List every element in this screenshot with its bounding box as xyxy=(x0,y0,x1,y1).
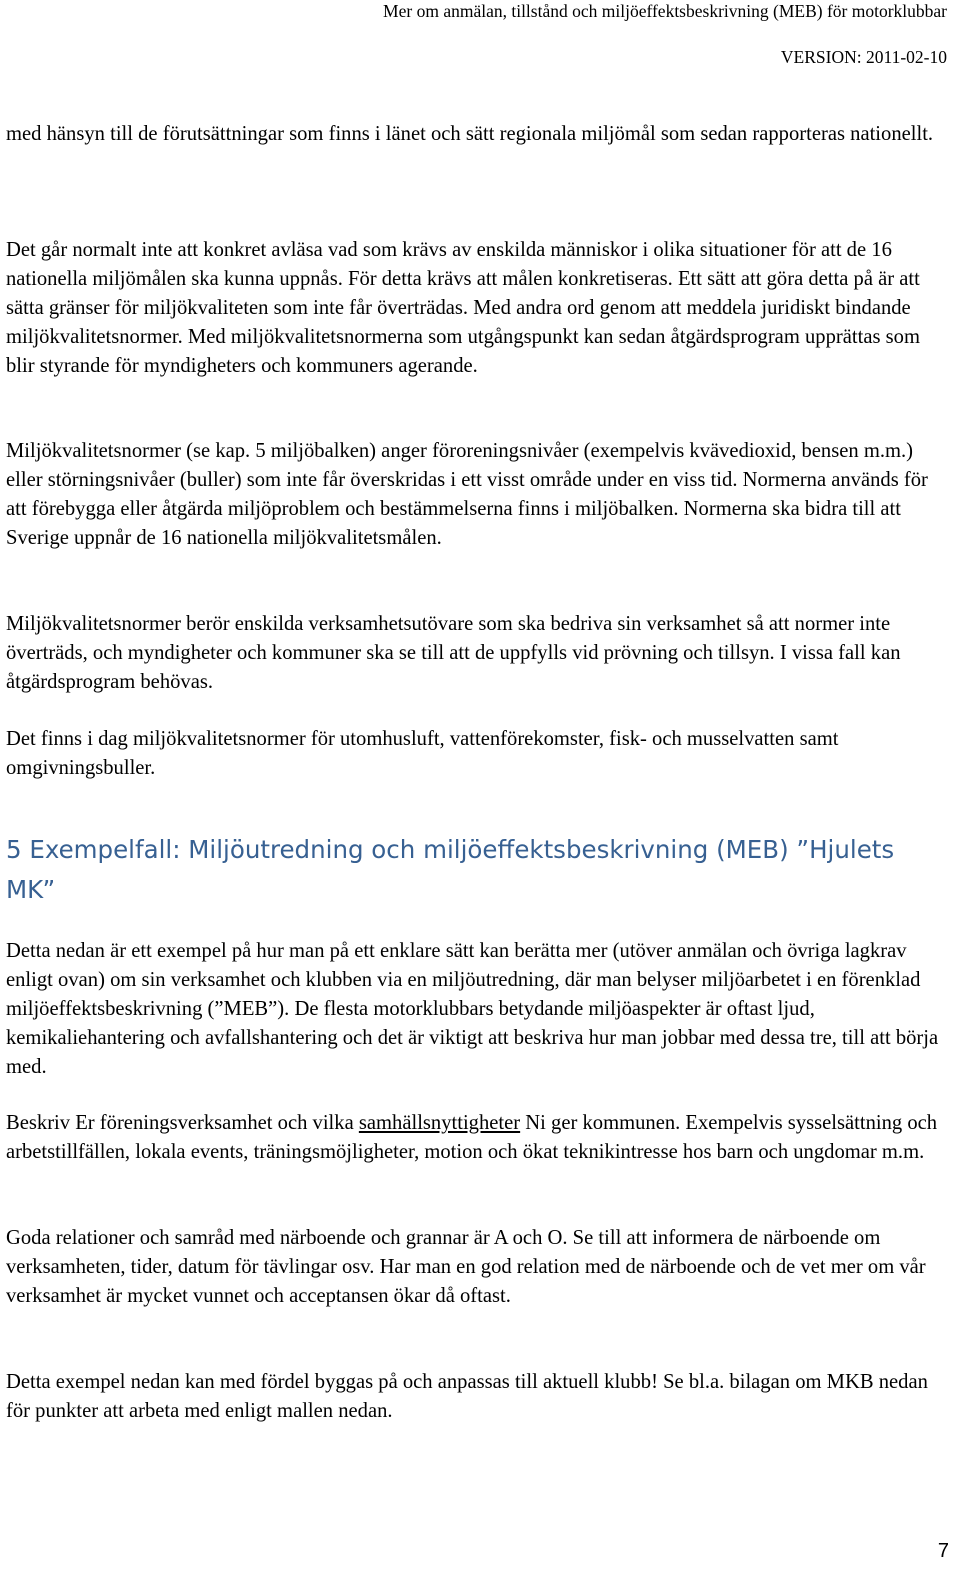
paragraph-regional-goals: med hänsyn till de förutsättningar som finns i länet och sätt regionala miljömål som sedan rapporteras nationellt. xyxy=(6,123,934,145)
paragraph-template-note: Detta exempel nedan kan med fördel byggas på och anpassas till aktuell klubb! Se bl.a. bilagan om MKB nedan för punkter att arbeta med enligt mallen nedan. xyxy=(6,1371,928,1422)
paragraph-national-goals: Det går normalt inte att konkret avläsa vad som krävs av enskilda människor i olika situationer för att de 16 nationella miljömålen ska kunna uppnås. För detta krävs att målen konkretiseras. Ett sätt att göra detta på är att sätta gränser för miljökvaliteten som inte får överträdas. Med andra ord genom att meddela juridiskt bindande miljökvalitetsnormer. Med miljökvalitetsnormerna som utgångspunkt kan sedan åtgärdsprogram upprättas som blir styrande för myndigheters och kommuners agerande. xyxy=(6,239,920,377)
link-samhallsnyttigheter[interactable]: samhällsnyttigheter xyxy=(358,1112,521,1134)
paragraph-neighbour-relations: Goda relationer och samråd med närboende och grannar är A och O. Se till att informera de närboende om verksamheten, tider, datum för tävlingar osv. Har man en god relation med de närboende och de vet mer om vår verksamhet är mycket vunnet och acceptansen ökar då oftast. xyxy=(6,1227,926,1307)
paragraph-example-intro: Detta nedan är ett exempel på hur man på ett enklare sätt kan berätta mer (utöver anmälan och övriga lagkrav enligt ovan) om sin verksamhet och klubben via en miljöutredning, där man belyser miljöarbetet i en förenklad miljöeffektsbeskrivning (”MEB”). De flesta motorklubbars betydande miljöaspekter är oftast ljud, kemikaliehantering och avfallshantering och det är viktigt att beskriva hur man jobbar med dessa tre, till att börja med. xyxy=(6,940,939,1078)
text-segment: Ni ger kommunen. Exempelvis sysselsättning och arbetstillfällen, lokala events, träningsmöjligheter, motion och ökat teknikintresse hos barn och ungdomar m.m. xyxy=(6,1112,938,1163)
paragraph-quality-norms: Miljökvalitetsnormer (se kap. 5 miljöbalken) anger föroreningsnivåer (exempelvis kvävedioxid, bensen m.m.) eller störningsnivåer (buller) som inte får överskridas i ett visst område under en viss tid. Normerna används för att förebygga eller åtgärda miljöproblem och bestämmelserna finns i miljöbalken. Normerna ska bidra till att Sverige uppnår de 16 nationella miljökvalitetsmålen. xyxy=(6,440,928,549)
running-header-title: Mer om anmälan, tillstånd och miljöeffektsbeskrivning (MEB) för motorklubbar xyxy=(383,1,947,21)
paragraph-norms-responsibility: Miljökvalitetsnormer berör enskilda verksamhetsutövare som ska bedriva sin verksamhet så att normer inte överträds, och myndigheter och kommuner ska se till att de uppfylls vid prövning och tillsyn. I vissa fall kan åtgärdsprogram behövas. xyxy=(6,613,901,693)
page-number: 7 xyxy=(937,1540,949,1562)
paragraph-existing-norms: Det finns i dag miljökvalitetsnormer för utomhusluft, vattenförekomster, fisk- och musselvatten samt omgivningsbuller. xyxy=(6,728,839,779)
version-label: VERSION: 2011-02-10 xyxy=(780,47,947,67)
text-segment: Beskriv Er föreningsverksamhet och vilka xyxy=(6,1112,359,1134)
paragraph-describe-activities xyxy=(6,1109,952,1167)
section-heading: 5 Exempelfall: Miljöutredning och miljöeffektsbeskrivning (MEB) ”Hjulets MK” xyxy=(6,835,895,904)
